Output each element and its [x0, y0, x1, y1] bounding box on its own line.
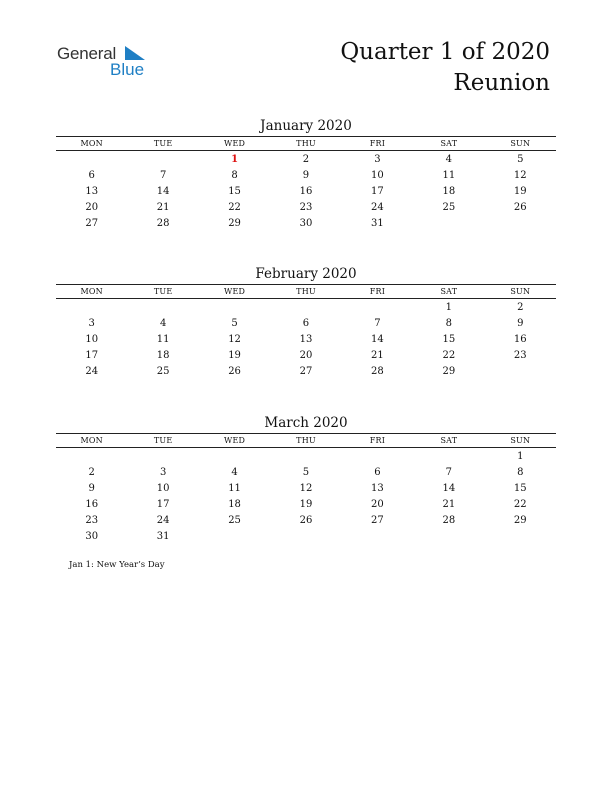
day-cell: 26 [513, 202, 527, 213]
weekday-sun: SUN [510, 287, 531, 296]
empty-day-cell [56, 449, 127, 465]
day-cell: 21 [442, 499, 456, 510]
day-cell: 23 [299, 202, 313, 213]
day-cell: 18 [156, 350, 170, 361]
day-cell: 11 [156, 334, 170, 345]
day-cell: 20 [85, 202, 99, 213]
empty-day-cell [127, 300, 198, 316]
month-title: March 2020 [264, 415, 348, 431]
day-cell: 4 [231, 467, 238, 478]
day-cell: 29 [442, 366, 456, 377]
empty-day-cell [270, 449, 341, 465]
weekday-sat: SAT [440, 139, 458, 148]
day-cell: 9 [88, 483, 95, 494]
month-february [56, 264, 556, 380]
day-cell: 3 [159, 467, 167, 478]
day-cell: 9 [517, 318, 524, 329]
day-cell: 17 [85, 350, 99, 361]
day-cell: 8 [517, 467, 524, 478]
weekday-mon: MON [80, 139, 103, 148]
day-cell: 27 [299, 366, 313, 377]
day-cell: 5 [302, 467, 310, 478]
day-cell: 2 [517, 302, 524, 313]
day-cell: 5 [517, 154, 524, 165]
weekday-header [56, 284, 556, 299]
empty-day-cell [270, 300, 341, 316]
day-cell: 22 [513, 499, 527, 510]
day-cell: 17 [371, 186, 384, 197]
weekday-header [56, 136, 556, 151]
day-cell: 19 [299, 499, 313, 510]
day-cell: 28 [156, 218, 170, 229]
holiday-note: Jan 1: New Year’s Day [69, 560, 165, 570]
day-cell: 14 [371, 334, 384, 345]
day-cell: 4 [445, 154, 453, 165]
day-cell: 3 [374, 154, 381, 165]
day-cell: 16 [513, 334, 527, 345]
day-cell: 1 [445, 302, 453, 313]
empty-day-cell [342, 449, 413, 465]
empty-day-cell [199, 300, 270, 316]
day-cell: 24 [371, 202, 384, 213]
weekday-thu: THU [296, 436, 316, 445]
weekday-wed: WED [224, 139, 246, 148]
day-cell: 2 [302, 154, 310, 165]
day-cell: 27 [85, 218, 99, 229]
day-cell: 24 [156, 515, 170, 526]
logo-general-text: General [57, 44, 117, 63]
day-cell: 8 [231, 170, 238, 181]
day-cell: 15 [442, 334, 456, 345]
day-cell: 6 [302, 318, 310, 329]
day-cell: 11 [228, 483, 241, 494]
weekday-fri: FRI [369, 287, 386, 296]
day-cell: 21 [156, 202, 170, 213]
day-cell: 24 [85, 366, 99, 377]
month-march [56, 413, 556, 545]
day-cell: 13 [85, 186, 99, 197]
day-cell: 28 [442, 515, 456, 526]
day-cell: 1 [517, 451, 524, 462]
day-cell: 9 [302, 170, 310, 181]
day-cell: 20 [371, 499, 384, 510]
day-cell: 7 [374, 318, 381, 329]
day-cell: 30 [85, 531, 99, 542]
day-grid [56, 299, 556, 380]
month-january [56, 116, 556, 232]
weekday-tue: TUE [153, 436, 173, 445]
weekday-sun: SUN [510, 436, 531, 445]
weekday-mon: MON [80, 436, 103, 445]
day-cell: 19 [513, 186, 527, 197]
day-grid [56, 448, 556, 545]
empty-day-cell [199, 449, 270, 465]
day-cell: 15 [513, 483, 527, 494]
day-cell: 23 [85, 515, 99, 526]
day-cell: 12 [299, 483, 313, 494]
title-quarter: Quarter 1 of 2020 [340, 39, 550, 65]
weekday-wed: WED [224, 287, 246, 296]
day-cell: 6 [374, 467, 381, 478]
weekday-mon: MON [80, 287, 103, 296]
day-cell: 23 [513, 350, 527, 361]
day-cell: 31 [371, 218, 384, 229]
day-cell: 8 [445, 318, 453, 329]
holiday-notes [69, 560, 165, 570]
day-cell: 13 [371, 483, 384, 494]
day-cell: 7 [445, 467, 453, 478]
day-cell: 28 [371, 366, 384, 377]
day-cell: 26 [299, 515, 313, 526]
empty-day-cell [127, 449, 198, 465]
day-cell: 22 [442, 350, 456, 361]
empty-day-cell [127, 152, 198, 168]
day-cell: 6 [88, 170, 95, 181]
empty-day-cell [56, 152, 127, 168]
day-cell: 1 [231, 154, 239, 165]
day-cell: 29 [513, 515, 527, 526]
weekday-thu: THU [296, 287, 316, 296]
day-cell: 14 [156, 186, 170, 197]
day-cell: 29 [228, 218, 241, 229]
day-cell: 12 [513, 170, 527, 181]
logo [57, 44, 157, 80]
day-cell: 30 [299, 218, 313, 229]
weekday-wed: WED [224, 436, 246, 445]
day-cell: 3 [88, 318, 95, 329]
day-cell: 5 [231, 318, 238, 329]
empty-day-cell [413, 449, 484, 465]
day-cell: 17 [156, 499, 170, 510]
month-title: February 2020 [255, 266, 357, 282]
day-cell: 27 [371, 515, 384, 526]
day-cell: 10 [156, 483, 170, 494]
weekday-fri: FRI [369, 436, 386, 445]
day-cell: 4 [159, 318, 167, 329]
month-title: January 2020 [260, 118, 352, 134]
day-cell: 26 [228, 366, 241, 377]
day-cell: 22 [228, 202, 241, 213]
title-region: Reunion [453, 70, 550, 96]
logo-blue-text: Blue [110, 60, 145, 79]
day-cell: 31 [156, 531, 170, 542]
day-cell: 14 [442, 483, 456, 494]
day-cell: 20 [299, 350, 313, 361]
weekday-tue: TUE [153, 139, 173, 148]
weekday-fri: FRI [369, 139, 386, 148]
day-cell: 18 [442, 186, 456, 197]
day-cell: 12 [228, 334, 241, 345]
day-cell: 16 [85, 499, 99, 510]
weekday-sat: SAT [440, 287, 458, 296]
day-cell: 13 [299, 334, 313, 345]
day-cell: 25 [156, 366, 170, 377]
day-cell: 21 [371, 350, 384, 361]
weekday-header [56, 433, 556, 448]
empty-day-cell [56, 300, 127, 316]
day-cell: 10 [371, 170, 384, 181]
day-cell: 25 [442, 202, 456, 213]
day-cell: 7 [159, 170, 167, 181]
day-cell: 25 [228, 515, 241, 526]
day-cell: 19 [228, 350, 241, 361]
page-title [340, 37, 550, 99]
weekday-sun: SUN [510, 139, 531, 148]
weekday-tue: TUE [153, 287, 173, 296]
empty-day-cell [342, 300, 413, 316]
day-cell: 11 [442, 170, 456, 181]
day-cell: 2 [88, 467, 95, 478]
day-grid [56, 151, 556, 232]
day-cell: 16 [299, 186, 313, 197]
day-cell: 10 [85, 334, 99, 345]
day-cell: 18 [228, 499, 241, 510]
weekday-thu: THU [296, 139, 316, 148]
day-cell: 15 [228, 186, 241, 197]
weekday-sat: SAT [440, 436, 458, 445]
